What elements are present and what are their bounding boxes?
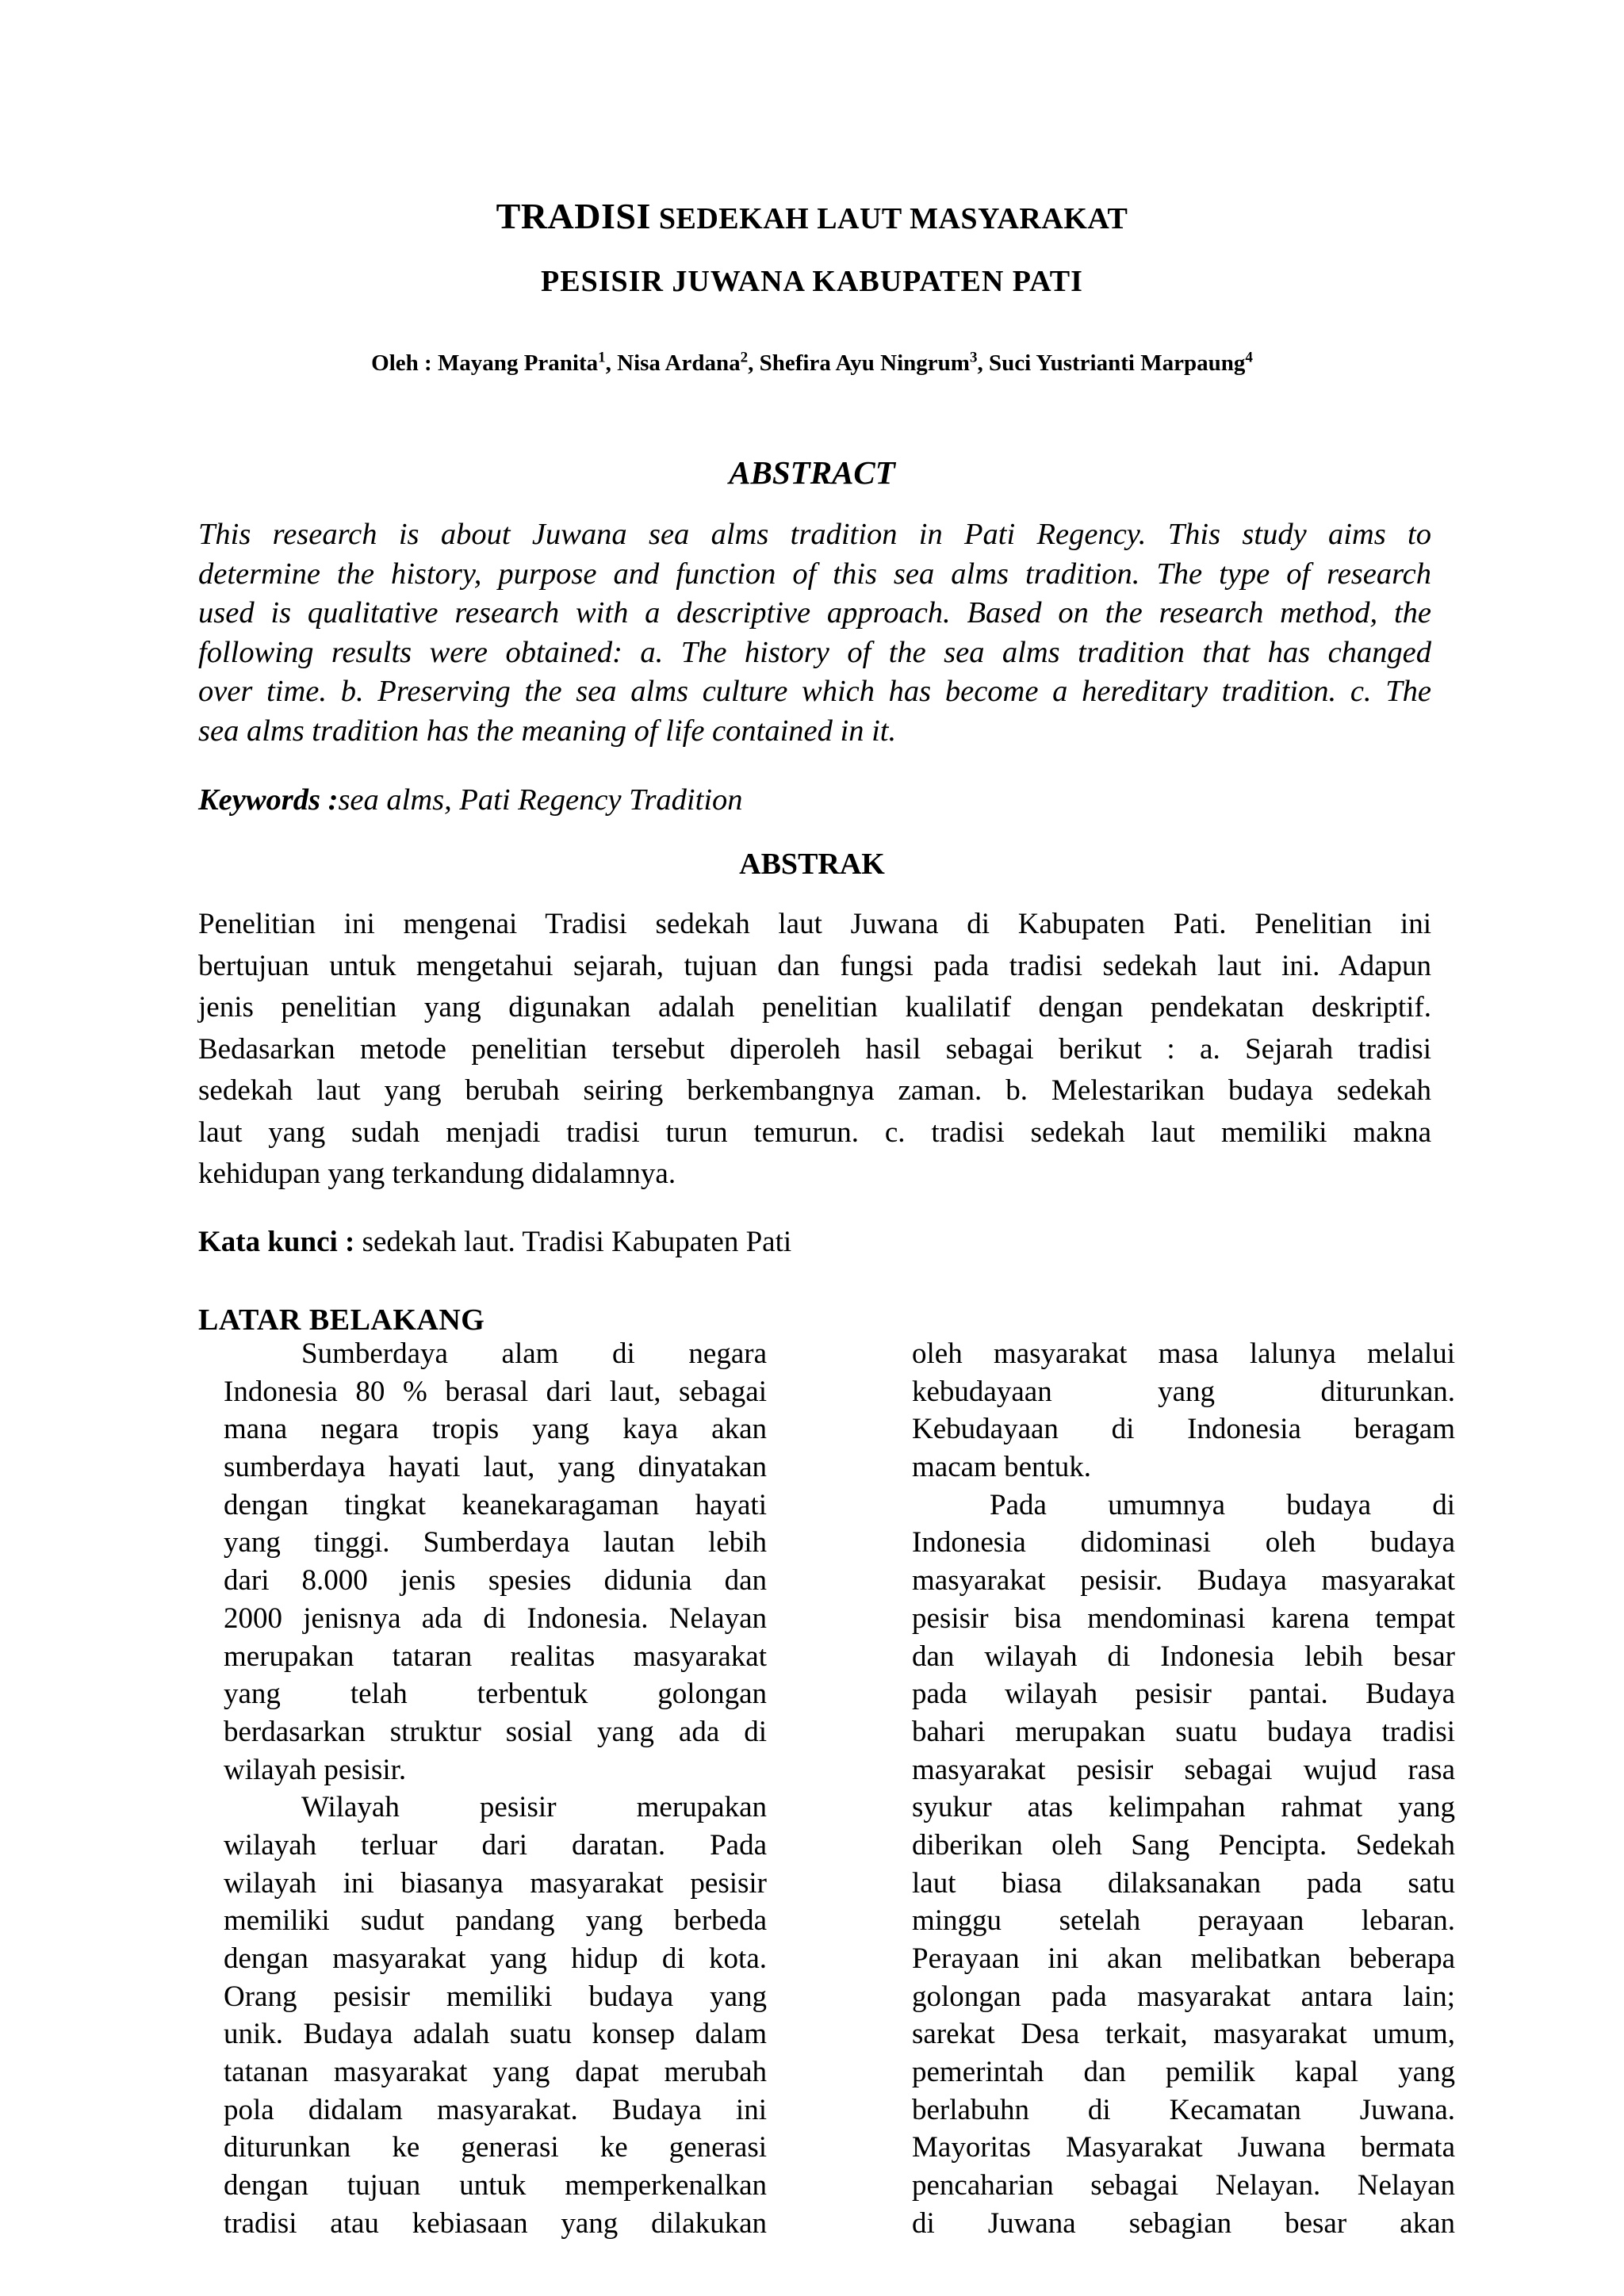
author-separator: , — [748, 350, 760, 376]
text-line: Sumberdaya alam di negara — [301, 1337, 767, 1370]
text-line: bahari merupakan suatu budaya tradisi — [912, 1715, 1455, 1748]
text-line: Perayaan ini akan melibatkan beberapa — [912, 1942, 1455, 1975]
text-line: pemerintah dan pemilik kapal yang — [912, 2056, 1455, 2089]
text-line: di Juwana sebagian besar akan — [912, 2206, 1455, 2240]
paper-title — [0, 194, 1624, 241]
author-affiliation-mark: 3 — [969, 349, 978, 366]
kata-kunci-text: sedekah laut. Tradisi Kabupaten Pati — [362, 1226, 792, 1258]
abstract-english — [198, 515, 1431, 751]
text-line: dengan tujuan untuk memperkenalkan — [224, 2169, 767, 2202]
body-column-left — [224, 1335, 767, 2243]
title-rest: SEDEKAH LAUT MASYARAKAT — [650, 202, 1128, 235]
text-line: laut biasa dilaksanakan pada satu — [912, 1866, 1455, 1900]
text-line: following results were obtained: a. The history of the sea alms tradition that has changed — [198, 635, 1431, 669]
text-line: sedekah laut yang berubah seiring berkembangnya zaman. b. Melestarikan budaya sedekah — [198, 1074, 1431, 1107]
author-separator: , — [977, 350, 989, 376]
text-line: sarekat Desa terkait, masyarakat umum, — [912, 2018, 1455, 2051]
text-line: berlabuhn di Kecamatan Juwana. — [912, 2093, 1455, 2126]
text-line: Wilayah pesisir merupakan — [301, 1791, 767, 1824]
text-line: over time. b. Preserving the sea alms culture which has become a hereditary tradition. c. The — [198, 675, 1431, 708]
abstrak-heading: ABSTRAK — [739, 848, 885, 881]
author-affiliation-mark: 2 — [740, 349, 749, 366]
keywords-label: Keywords : — [198, 783, 339, 817]
text-line: mana negara tropis yang kaya akan — [224, 1413, 767, 1446]
authors-prefix: Oleh : — [371, 350, 438, 376]
author-name: Nisa Ardana — [617, 350, 741, 376]
text-line: kebudayaan yang diturunkan. — [912, 1375, 1455, 1408]
section-heading: LATAR BELAKANG — [198, 1303, 485, 1337]
keywords-text: sea alms, Pati Regency Tradition — [338, 783, 743, 817]
abstract-indonesian — [198, 904, 1431, 1196]
text-line: sea alms tradition has the meaning of life contained in it. — [198, 714, 897, 748]
text-line: Mayoritas Masyarakat Juwana bermata — [912, 2131, 1455, 2164]
text-line: determine the history, purpose and function of this sea alms tradition. The type of research — [198, 557, 1431, 591]
text-line: diturunkan ke generasi ke generasi — [224, 2131, 767, 2164]
text-line: masyarakat pesisir sebagai wujud rasa — [912, 1753, 1455, 1786]
text-line: wilayah terluar dari daratan. Pada — [224, 1828, 767, 1862]
author-affiliation-mark: 4 — [1245, 349, 1253, 366]
text-line: pola didalam masyarakat. Budaya ini — [224, 2093, 767, 2126]
text-line: wilayah pesisir. — [224, 1753, 407, 1786]
paper-title-line2: PESISIR JUWANA KABUPATEN PATI — [541, 265, 1083, 298]
body-column-right — [912, 1335, 1455, 2243]
author-name: Suci Yustrianti Marpaung — [988, 350, 1246, 376]
kata-kunci-label: Kata kunci : — [198, 1226, 362, 1258]
title-first-word: TRADISI — [496, 196, 651, 236]
text-line: This research is about Juwana sea alms tradition in Pati Regency. This study aims to — [198, 518, 1431, 551]
abstract-heading: ABSTRACT — [729, 454, 895, 491]
text-line: Penelitian ini mengenai Tradisi sedekah laut Juwana di Kabupaten Pati. Penelitian ini — [198, 908, 1431, 940]
text-line: merupakan tataran realitas masyarakat — [224, 1640, 767, 1673]
text-line: Orang pesisir memiliki budaya yang — [224, 1980, 767, 2013]
text-line: laut yang sudah menjadi tradisi turun temurun. c. tradisi sedekah laut memiliki makna — [198, 1115, 1431, 1149]
text-line: jenis penelitian yang digunakan adalah penelitian kualilatif dengan pendekatan deskriptif. — [198, 991, 1431, 1024]
author-names — [438, 350, 1253, 376]
text-line: yang telah terbentuk golongan — [224, 1678, 767, 1711]
text-line: Indonesia 80 % berasal dari laut, sebagai — [224, 1375, 767, 1408]
text-line: dari 8.000 jenis spesies didunia dan — [224, 1564, 767, 1598]
text-line: oleh masyarakat masa lalunya melalui — [912, 1337, 1455, 1370]
author-list — [0, 346, 1624, 381]
text-line: bertujuan untuk mengetahui sejarah, tujuan dan fungsi pada tradisi sedekah laut ini. Adapun — [198, 949, 1431, 982]
text-line: sumberdaya hayati laut, yang dinyatakan — [224, 1451, 767, 1484]
text-line: minggu setelah perayaan lebaran. — [912, 1904, 1455, 1938]
author-separator: , — [605, 350, 618, 376]
text-line: dengan tingkat keanekaragaman hayati — [224, 1488, 767, 1521]
text-line: tradisi atau kebiasaan yang dilakukan — [224, 2206, 767, 2240]
text-line: used is qualitative research with a descriptive approach. Based on the research method, the — [198, 596, 1431, 629]
text-line: diberikan oleh Sang Pencipta. Sedekah — [912, 1828, 1455, 1862]
keywords-indonesian — [198, 1223, 791, 1262]
text-line: memiliki sudut pandang yang berbeda — [224, 1904, 767, 1938]
author-name: Shefira Ayu Ningrum — [759, 350, 970, 376]
text-line: dan wilayah di Indonesia lebih besar — [912, 1640, 1455, 1673]
text-line: 2000 jenisnya ada di Indonesia. Nelayan — [224, 1601, 767, 1635]
text-line: unik. Budaya adalah suatu konsep dalam — [224, 2018, 767, 2051]
text-line: tatanan masyarakat yang dapat merubah — [224, 2056, 767, 2089]
text-line: macam bentuk. — [912, 1451, 1092, 1484]
keywords-english — [198, 781, 743, 819]
text-line: golongan pada masyarakat antara lain; — [912, 1980, 1455, 2013]
text-line: Indonesia didominasi oleh budaya — [912, 1526, 1455, 1559]
text-line: pesisir bisa mendominasi karena tempat — [912, 1601, 1455, 1635]
text-line: berdasarkan struktur sosial yang ada di — [224, 1715, 767, 1748]
author-affiliation-mark: 1 — [598, 349, 606, 366]
text-line: kehidupan yang terkandung didalamnya. — [198, 1158, 676, 1190]
text-line: syukur atas kelimpahan rahmat yang — [912, 1791, 1455, 1824]
text-line: masyarakat pesisir. Budaya masyarakat — [912, 1564, 1455, 1598]
text-line: pencaharian sebagai Nelayan. Nelayan — [912, 2169, 1455, 2202]
text-line: Bedasarkan metode penelitian tersebut diperoleh hasil sebagai berikut : a. Sejarah tradisi — [198, 1032, 1431, 1066]
text-line: yang tinggi. Sumberdaya lautan lebih — [224, 1526, 767, 1559]
author-name: Mayang Pranita — [437, 350, 599, 376]
text-line: wilayah ini biasanya masyarakat pesisir — [224, 1866, 767, 1900]
text-line: pada wilayah pesisir pantai. Budaya — [912, 1678, 1455, 1711]
text-line: dengan masyarakat yang hidup di kota. — [224, 1942, 767, 1975]
text-line: Pada umumnya budaya di — [990, 1488, 1455, 1521]
text-line: Kebudayaan di Indonesia beragam — [912, 1413, 1455, 1446]
